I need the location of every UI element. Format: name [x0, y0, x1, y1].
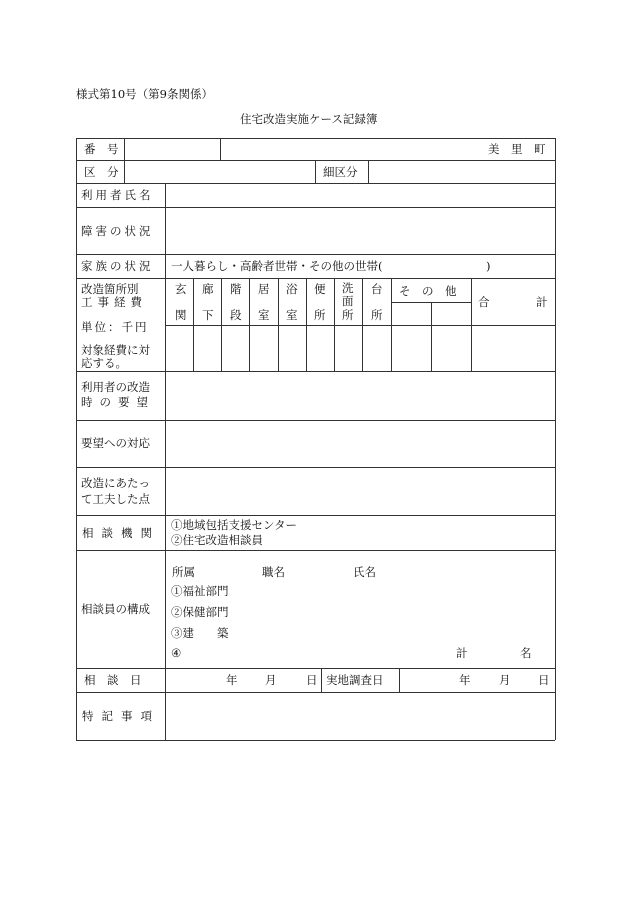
cost-col-top: 階 [230, 282, 242, 296]
survey-day: 日 [538, 673, 550, 687]
cost-total-right: 計 [536, 295, 548, 309]
grid-line [124, 138, 125, 183]
member-item: ②保健部門 [171, 605, 229, 619]
cost-col-top: 廊 [202, 282, 214, 296]
member-item: ④ [171, 646, 182, 660]
cost-col-top: 浴 [286, 282, 298, 296]
grid-line [193, 278, 194, 371]
grid-line [76, 740, 555, 741]
cost-col-mid: 面 [342, 294, 354, 308]
grid-line [334, 278, 335, 371]
cost-col-top: 台 [371, 282, 383, 296]
grid-line [76, 278, 555, 279]
member-item: ①福祉部門 [171, 584, 229, 598]
grid-line [249, 278, 250, 371]
disability-label: 障害の状況 [81, 224, 154, 238]
cost-total-left: 合 [478, 295, 490, 309]
grid-line [76, 467, 555, 468]
grid-line [76, 371, 555, 372]
cost-col-top: 便 [314, 282, 326, 296]
ideas-label: て工夫した点 [81, 492, 150, 506]
grid-line [76, 138, 77, 740]
user-name-label: 利用者氏名 [81, 188, 154, 202]
consult-year: 年 [226, 673, 238, 687]
cost-col-bottom: 室 [286, 308, 298, 322]
survey-date-label: 実地調査日 [326, 673, 384, 687]
subcategory-label: 細区分 [323, 165, 358, 179]
cost-col-bottom: 下 [202, 308, 214, 322]
family-label: 家族の状況 [81, 259, 154, 273]
cost-col-top: 居 [258, 282, 270, 296]
cost-label: 改造箇所別 [81, 282, 139, 296]
notes-label: 特記事項 [82, 709, 160, 723]
grid-line [76, 692, 555, 693]
grid-line [306, 278, 307, 371]
survey-month: 月 [499, 673, 511, 687]
cost-col-bottom: 所 [314, 308, 326, 322]
grid-line [315, 160, 316, 183]
grid-line [399, 668, 400, 692]
members-header-title: 職名 [262, 565, 285, 579]
grid-line [471, 278, 472, 371]
grid-line [76, 420, 555, 421]
agency-item: ②住宅改造相談員 [171, 533, 263, 547]
consult-date-label: 相 談 日 [84, 673, 142, 687]
members-label: 相談員の構成 [81, 602, 150, 616]
category-label: 区 分 [84, 165, 119, 179]
members-header-affiliation: 所属 [172, 565, 195, 579]
grid-line [431, 302, 432, 371]
grid-line [165, 325, 555, 326]
grid-line [220, 138, 221, 160]
survey-year: 年 [459, 673, 471, 687]
grid-line [76, 668, 555, 669]
grid-line [555, 138, 556, 740]
grid-line [362, 278, 363, 371]
request-label: 時の要望 [81, 395, 155, 409]
cost-col-bottom: 段 [230, 308, 242, 322]
town-name: 美 里 町 [488, 142, 546, 156]
cost-col-top: 玄 [175, 282, 187, 296]
grid-line [76, 515, 555, 516]
consult-day: 日 [306, 673, 318, 687]
grid-line [76, 138, 555, 139]
members-header-name: 氏名 [353, 565, 376, 579]
response-label: 要望への対応 [81, 436, 150, 450]
ideas-label: 改造にあたっ [81, 476, 150, 490]
cost-col-bottom: 関 [175, 308, 187, 322]
request-label: 利用者の改造 [81, 380, 150, 394]
form-number: 様式第10号（第9条関係） [76, 87, 213, 101]
grid-line [368, 160, 369, 183]
family-options: 一人暮らし・高齢者世帯・その他の世帯( ) [171, 259, 491, 273]
grid-line [391, 278, 392, 371]
grid-line [76, 550, 555, 551]
grid-line [321, 668, 322, 692]
members-total-label: 計 [456, 646, 468, 660]
grid-line [76, 160, 220, 161]
cost-col-bottom: 所 [342, 308, 354, 322]
cost-col-other: そ の 他 [399, 284, 457, 298]
target-label: 応する。 [81, 356, 127, 370]
number-label: 番 号 [84, 142, 119, 156]
members-total-unit: 名 [520, 646, 532, 660]
agency-label: 相談機関 [82, 526, 160, 540]
page-title: 住宅改造実施ケース記録簿 [240, 112, 378, 126]
consult-month: 月 [265, 673, 277, 687]
member-item: ③建 築 [171, 626, 229, 640]
cost-col-bottom: 所 [371, 308, 383, 322]
cost-col-bottom: 室 [258, 308, 270, 322]
grid-line [278, 278, 279, 371]
cost-label: 工事経費 [81, 295, 147, 309]
agency-item: ①地域包括支援センター [171, 518, 298, 532]
grid-line [76, 254, 555, 255]
grid-line [221, 278, 222, 371]
grid-line [165, 183, 166, 740]
grid-line [76, 183, 555, 184]
grid-line [220, 160, 555, 161]
unit-label: 単位：千円 [81, 320, 149, 334]
cost-col-top: 洗 [342, 281, 354, 295]
target-label: 対象経費に対 [81, 343, 150, 357]
grid-line [76, 207, 555, 208]
